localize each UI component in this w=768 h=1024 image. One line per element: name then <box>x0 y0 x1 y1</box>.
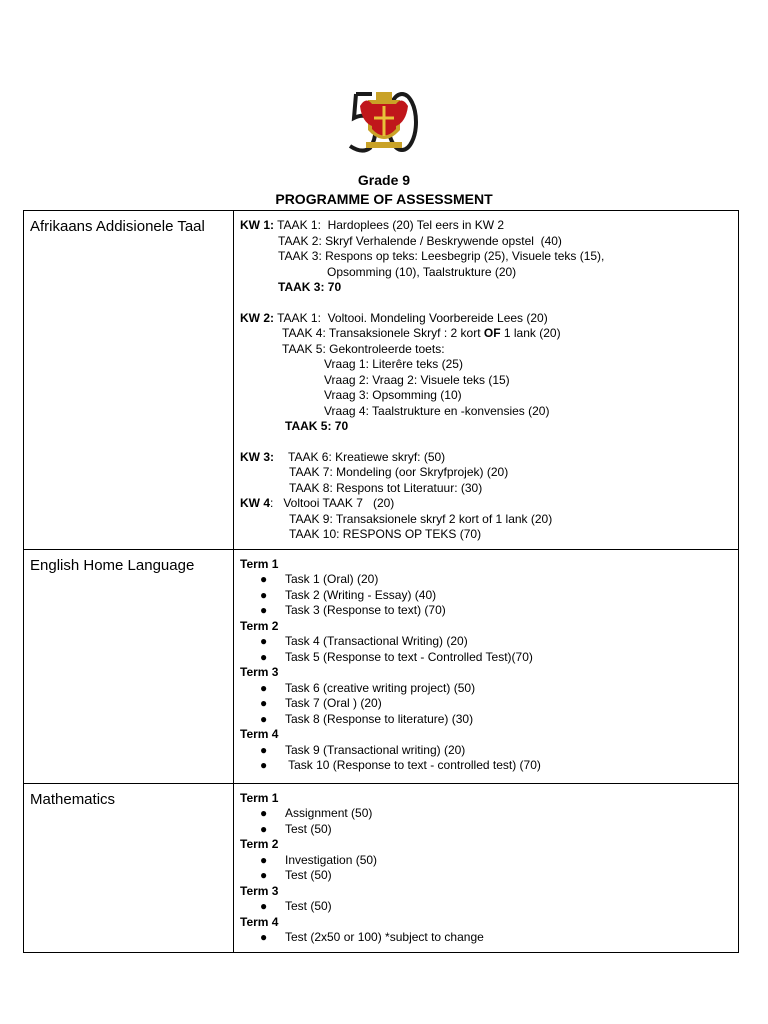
list-item: ● Assignment (50) <box>260 806 373 820</box>
term-label: Term 4 <box>240 914 279 929</box>
subject-tasks <box>234 783 739 952</box>
kw1-task1: TAAK 1: Hardoplees (20) Tel eers in KW 2 <box>274 218 505 232</box>
term-label: Term 2 <box>240 837 279 851</box>
list-item: ● Test (50) <box>260 868 332 882</box>
programme-title: PROGRAMME OF ASSESSMENT <box>275 191 493 207</box>
subject-name: Mathematics <box>24 783 234 952</box>
kw4-task10: TAAK 10: RESPONS OP TEKS (70) <box>289 527 482 541</box>
kw3-task6: TAAK 6: Kreatiewe skryf: (50) <box>288 449 446 464</box>
table-row-english <box>24 549 739 783</box>
term-label: Term 1 <box>240 790 279 805</box>
list-item: ● Test (50) <box>260 821 332 836</box>
term-label: Term 3 <box>240 883 279 898</box>
grade-heading: Grade 9 <box>357 172 411 188</box>
kw1-task3: TAAK 3: Respons op teks: Leesbegrip (25), Visuele teks (15), <box>278 249 605 263</box>
list-item: ● Test (2x50 or 100) *subject to change <box>260 930 484 944</box>
subject-tasks <box>234 211 739 550</box>
kw4-task9: TAAK 9: Transaksionele skryf 2 kort of 1 lank (20) <box>289 511 553 526</box>
list-item: ● Task 7 (Oral ) (20) <box>260 696 382 710</box>
list-item: ● Task 1 (Oral) (20) <box>260 572 379 586</box>
list-item: ● Test (50) <box>260 899 332 913</box>
list-item: ● Task 9 (Transactional writing) (20) <box>260 742 466 757</box>
subject-tasks <box>234 549 739 783</box>
list-item: ● Task 10 (Response to text - controlled test) (70) <box>260 758 541 772</box>
term-label: Term 2 <box>240 618 279 633</box>
list-item: ● Task 3 (Response to text) (70) <box>260 603 446 617</box>
kw3-task8: TAAK 8: Respons tot Literatuur: (30) <box>289 480 483 495</box>
kw4-task7: : Voltooi TAAK 7 (20) <box>270 496 395 510</box>
kw1-label: KW 1: <box>240 218 274 232</box>
kw2-total: TAAK 5: 70 <box>285 419 349 433</box>
list-item: ● Investigation (50) <box>260 852 378 867</box>
kw2-task4: TAAK 4: Transaksionele Skryf : 2 kort OF 1 lank (20) <box>282 326 561 340</box>
term-label: Term 1 <box>240 556 279 571</box>
kw3-label: KW 3: <box>240 449 274 464</box>
kw2-vraag1: Vraag 1: Literêre teks (25) <box>324 357 463 371</box>
kw1-task2: TAAK 2: Skryf Verhalende / Beskrywende opstel (40) <box>278 233 562 248</box>
kw3-task7: TAAK 7: Mondeling (oor Skryfprojek) (20) <box>289 465 509 479</box>
subject-name: English Home Language <box>24 549 234 783</box>
kw2-task5: TAAK 5: Gekontroleerde toets: <box>282 341 445 356</box>
kw2-label: KW 2: <box>240 310 274 325</box>
list-item: ● Task 8 (Response to literature) (30) <box>260 711 474 726</box>
table-row-afrikaans <box>24 211 739 550</box>
kw2-vraag2: Vraag 2: Vraag 2: Visuele teks (15) <box>324 372 510 387</box>
kw4-label: KW 4 <box>240 496 270 510</box>
kw2-vraag4: Vraag 4: Taalstrukture en -konvensies (20) <box>324 403 550 418</box>
list-item: ● Task 6 (creative writing project) (50) <box>260 680 476 695</box>
table-row-mathematics <box>24 783 739 952</box>
kw2-vraag3: Vraag 3: Opsomming (10) <box>324 388 462 402</box>
school-crest-logo-icon <box>346 86 422 154</box>
term-label: Term 4 <box>240 727 279 741</box>
kw1-task3-cont: Opsomming (10), Taalstrukture (20) <box>327 264 517 279</box>
list-item: ● Task 4 (Transactional Writing) (20) <box>260 634 468 648</box>
assessment-table <box>23 210 739 953</box>
subject-name: Afrikaans Addisionele Taal <box>24 211 234 550</box>
list-item: ● Task 2 (Writing - Essay) (40) <box>260 587 437 602</box>
kw1-total: TAAK 3: 70 <box>278 280 342 294</box>
term-label: Term 3 <box>240 665 279 679</box>
list-item: ● Task 5 (Response to text - Controlled Test)(70) <box>260 649 533 664</box>
kw2-task1: TAAK 1: Voltooi. Mondeling Voorbereide Lees (20) <box>274 310 548 325</box>
